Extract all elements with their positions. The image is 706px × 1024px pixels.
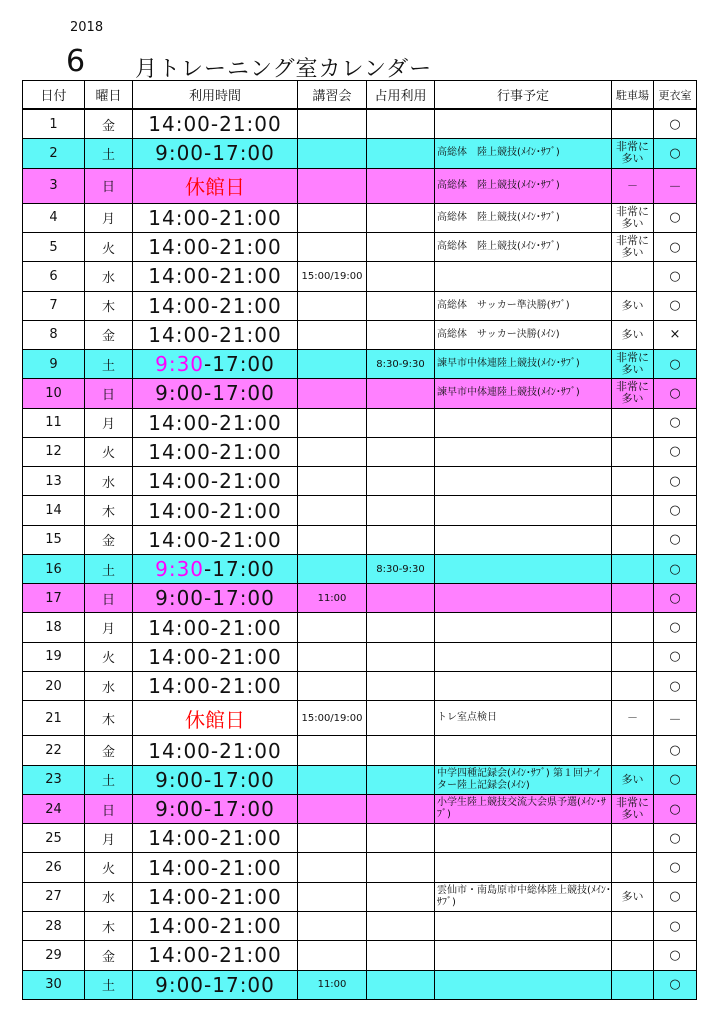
table-row xyxy=(23,109,697,139)
occupied-cell: 8:30-9:30 xyxy=(367,554,435,583)
occupied-cell xyxy=(367,911,435,940)
date-cell: 3 xyxy=(23,168,85,203)
hours-cell: 9:00-17:00 xyxy=(133,765,298,794)
weekday-cell: 日 xyxy=(85,794,133,823)
locker-cell: － xyxy=(654,701,697,736)
parking-cell xyxy=(612,853,654,882)
parking-cell xyxy=(612,437,654,466)
lecture-cell xyxy=(298,379,367,408)
hours-cell: 14:00-21:00 xyxy=(133,853,298,882)
weekday-cell: 木 xyxy=(85,911,133,940)
weekday-cell: 木 xyxy=(85,496,133,525)
parking-cell: 非常に多い xyxy=(612,139,654,168)
lecture-cell xyxy=(298,671,367,700)
locker-cell: ○ xyxy=(654,642,697,671)
hours-cell: 14:00-21:00 xyxy=(133,882,298,911)
occupied-cell xyxy=(367,139,435,168)
table-row xyxy=(23,853,697,882)
table-row xyxy=(23,701,697,736)
locker-cell: × xyxy=(654,320,697,349)
event-cell xyxy=(435,437,612,466)
table-row xyxy=(23,437,697,466)
locker-cell: ○ xyxy=(654,911,697,940)
locker-cell: ○ xyxy=(654,941,697,970)
parking-cell xyxy=(612,941,654,970)
occupied-cell xyxy=(367,291,435,320)
hours-cell: 14:00-21:00 xyxy=(133,408,298,437)
occupied-cell xyxy=(367,970,435,1000)
parking-cell: 非常に多い xyxy=(612,379,654,408)
parking-cell xyxy=(612,824,654,853)
col-header-events: 行事予定 xyxy=(435,81,612,110)
hours-cell: 14:00-21:00 xyxy=(133,824,298,853)
table-row xyxy=(23,613,697,642)
year-label: 2018 xyxy=(70,20,104,35)
occupied-cell xyxy=(367,496,435,525)
locker-cell: ○ xyxy=(654,203,697,232)
date-cell: 29 xyxy=(23,941,85,970)
event-cell: 小学生陸上競技交流大会県予選(ﾒｲﾝ･ｻﾌﾞ) xyxy=(435,794,612,823)
weekday-cell: 月 xyxy=(85,408,133,437)
hours-cell xyxy=(133,554,298,583)
weekday-cell: 日 xyxy=(85,584,133,613)
event-cell: トレ室点検日 xyxy=(435,701,612,736)
parking-cell xyxy=(612,554,654,583)
event-cell: 雲仙市・南島原市中総体陸上競技(ﾒｲﾝ･ｻﾌﾞ) xyxy=(435,882,612,911)
hours-rest: -17:00 xyxy=(204,352,275,377)
weekday-cell: 金 xyxy=(85,525,133,554)
weekday-cell: 土 xyxy=(85,139,133,168)
event-cell xyxy=(435,467,612,496)
date-cell: 19 xyxy=(23,642,85,671)
event-cell xyxy=(435,671,612,700)
occupied-cell xyxy=(367,642,435,671)
table-row xyxy=(23,262,697,291)
parking-cell xyxy=(612,262,654,291)
weekday-cell: 金 xyxy=(85,320,133,349)
event-cell xyxy=(435,642,612,671)
occupied-cell xyxy=(367,671,435,700)
date-cell: 28 xyxy=(23,911,85,940)
table-row xyxy=(23,642,697,671)
table-row xyxy=(23,970,697,1000)
event-cell xyxy=(435,736,612,765)
parking-cell: － xyxy=(612,701,654,736)
occupied-cell xyxy=(367,613,435,642)
lecture-cell xyxy=(298,408,367,437)
date-cell: 23 xyxy=(23,765,85,794)
parking-cell xyxy=(612,109,654,139)
lecture-cell xyxy=(298,168,367,203)
event-cell xyxy=(435,824,612,853)
parking-cell xyxy=(612,736,654,765)
lecture-cell xyxy=(298,765,367,794)
occupied-cell xyxy=(367,882,435,911)
lecture-cell: 11:00 xyxy=(298,584,367,613)
table-row xyxy=(23,671,697,700)
locker-cell: ○ xyxy=(654,765,697,794)
table-row xyxy=(23,824,697,853)
date-cell: 2 xyxy=(23,139,85,168)
locker-cell: ○ xyxy=(654,853,697,882)
locker-cell: ○ xyxy=(654,613,697,642)
occupied-cell xyxy=(367,437,435,466)
occupied-cell: 8:30-9:30 xyxy=(367,350,435,379)
occupied-cell xyxy=(367,203,435,232)
lecture-cell xyxy=(298,554,367,583)
hours-cell: 休館日 xyxy=(133,701,298,736)
parking-cell xyxy=(612,408,654,437)
parking-cell xyxy=(612,467,654,496)
locker-cell: ○ xyxy=(654,408,697,437)
col-header-hours: 利用時間 xyxy=(133,81,298,110)
lecture-cell xyxy=(298,320,367,349)
parking-cell xyxy=(612,642,654,671)
locker-cell: ○ xyxy=(654,824,697,853)
weekday-cell: 金 xyxy=(85,109,133,139)
locker-cell: ○ xyxy=(654,291,697,320)
occupied-cell xyxy=(367,467,435,496)
weekday-cell: 火 xyxy=(85,642,133,671)
date-cell: 7 xyxy=(23,291,85,320)
lecture-cell xyxy=(298,233,367,262)
occupied-cell xyxy=(367,109,435,139)
occupied-cell xyxy=(367,525,435,554)
weekday-cell: 土 xyxy=(85,765,133,794)
event-cell xyxy=(435,554,612,583)
hours-cell: 14:00-21:00 xyxy=(133,671,298,700)
lecture-cell xyxy=(298,824,367,853)
date-cell: 4 xyxy=(23,203,85,232)
hours-cell: 14:00-21:00 xyxy=(133,496,298,525)
weekday-cell: 日 xyxy=(85,168,133,203)
col-header-occupied: 占用利用 xyxy=(367,81,435,110)
occupied-cell xyxy=(367,584,435,613)
lecture-cell xyxy=(298,941,367,970)
hours-cell: 9:00-17:00 xyxy=(133,379,298,408)
lecture-cell: 15:00/19:00 xyxy=(298,262,367,291)
lecture-cell xyxy=(298,139,367,168)
locker-cell: ○ xyxy=(654,671,697,700)
hours-cell: 14:00-21:00 xyxy=(133,467,298,496)
table-row xyxy=(23,941,697,970)
occupied-cell xyxy=(367,168,435,203)
table-row xyxy=(23,168,697,203)
date-cell: 22 xyxy=(23,736,85,765)
lecture-cell xyxy=(298,525,367,554)
lecture-cell xyxy=(298,467,367,496)
date-cell: 24 xyxy=(23,794,85,823)
lecture-cell xyxy=(298,794,367,823)
occupied-cell xyxy=(367,765,435,794)
locker-cell: － xyxy=(654,168,697,203)
lecture-cell xyxy=(298,291,367,320)
weekday-cell: 火 xyxy=(85,233,133,262)
event-cell xyxy=(435,853,612,882)
parking-cell: 多い xyxy=(612,765,654,794)
locker-cell: ○ xyxy=(654,794,697,823)
date-cell: 17 xyxy=(23,584,85,613)
locker-cell: ○ xyxy=(654,379,697,408)
col-header-lecture: 講習会 xyxy=(298,81,367,110)
col-header-locker: 更衣室 xyxy=(654,81,697,110)
table-row xyxy=(23,882,697,911)
lecture-cell xyxy=(298,203,367,232)
parking-cell: － xyxy=(612,168,654,203)
hours-cell: 14:00-21:00 xyxy=(133,736,298,765)
calendar-table xyxy=(22,80,697,1000)
table-row xyxy=(23,139,697,168)
page-title: 月トレーニング室カレンダー xyxy=(135,57,433,82)
lecture-cell xyxy=(298,882,367,911)
event-cell: 中学四種記録会(ﾒｲﾝ･ｻﾌﾞ) 第１回ナイター陸上記録会(ﾒｲﾝ) xyxy=(435,765,612,794)
hours-cell: 14:00-21:00 xyxy=(133,613,298,642)
col-header-date: 日付 xyxy=(23,81,85,110)
parking-cell: 多い xyxy=(612,882,654,911)
date-cell: 12 xyxy=(23,437,85,466)
locker-cell: ○ xyxy=(654,736,697,765)
parking-cell xyxy=(612,496,654,525)
occupied-cell xyxy=(367,853,435,882)
table-row xyxy=(23,233,697,262)
month-number: 6 xyxy=(66,44,86,79)
table-row xyxy=(23,765,697,794)
locker-cell: ○ xyxy=(654,350,697,379)
lecture-cell xyxy=(298,613,367,642)
occupied-cell xyxy=(367,824,435,853)
lecture-cell: 15:00/19:00 xyxy=(298,701,367,736)
date-cell: 18 xyxy=(23,613,85,642)
weekday-cell: 水 xyxy=(85,262,133,291)
hours-cell: 14:00-21:00 xyxy=(133,911,298,940)
date-cell: 1 xyxy=(23,109,85,139)
lecture-cell xyxy=(298,853,367,882)
table-row xyxy=(23,496,697,525)
date-cell: 14 xyxy=(23,496,85,525)
table-row xyxy=(23,350,697,379)
weekday-cell: 火 xyxy=(85,853,133,882)
hours-rest: -17:00 xyxy=(204,557,275,582)
weekday-cell: 土 xyxy=(85,350,133,379)
table-row xyxy=(23,525,697,554)
occupied-cell xyxy=(367,794,435,823)
event-cell xyxy=(435,970,612,1000)
event-cell: 高総体 陸上競技(ﾒｲﾝ･ｻﾌﾞ) xyxy=(435,203,612,232)
hours-cell: 14:00-21:00 xyxy=(133,203,298,232)
locker-cell: ○ xyxy=(654,109,697,139)
locker-cell: ○ xyxy=(654,525,697,554)
table-row xyxy=(23,379,697,408)
event-cell xyxy=(435,525,612,554)
table-row xyxy=(23,911,697,940)
parking-cell: 多い xyxy=(612,320,654,349)
occupied-cell xyxy=(367,379,435,408)
locker-cell: ○ xyxy=(654,970,697,1000)
event-cell: 高総体 サッカー決勝(ﾒｲﾝ) xyxy=(435,320,612,349)
event-cell: 諫早市中体連陸上競技(ﾒｲﾝ･ｻﾌﾞ) xyxy=(435,350,612,379)
lecture-cell xyxy=(298,350,367,379)
table-row xyxy=(23,794,697,823)
event-cell xyxy=(435,613,612,642)
parking-cell: 非常に多い xyxy=(612,203,654,232)
date-cell: 8 xyxy=(23,320,85,349)
hours-start-highlight: 9:30 xyxy=(155,557,205,582)
date-cell: 21 xyxy=(23,701,85,736)
event-cell: 諫早市中体連陸上競技(ﾒｲﾝ･ｻﾌﾞ) xyxy=(435,379,612,408)
lecture-cell xyxy=(298,911,367,940)
event-cell xyxy=(435,109,612,139)
hours-start-highlight: 9:30 xyxy=(155,352,205,377)
locker-cell: ○ xyxy=(654,496,697,525)
hours-cell: 14:00-21:00 xyxy=(133,320,298,349)
table-row xyxy=(23,467,697,496)
date-cell: 11 xyxy=(23,408,85,437)
hours-cell: 14:00-21:00 xyxy=(133,642,298,671)
event-cell xyxy=(435,262,612,291)
hours-cell: 9:00-17:00 xyxy=(133,970,298,1000)
weekday-cell: 木 xyxy=(85,701,133,736)
weekday-cell: 月 xyxy=(85,203,133,232)
date-cell: 5 xyxy=(23,233,85,262)
weekday-cell: 水 xyxy=(85,467,133,496)
date-cell: 9 xyxy=(23,350,85,379)
occupied-cell xyxy=(367,262,435,291)
locker-cell: ○ xyxy=(654,554,697,583)
locker-cell: ○ xyxy=(654,139,697,168)
weekday-cell: 月 xyxy=(85,613,133,642)
lecture-cell xyxy=(298,437,367,466)
event-cell: 高総体 陸上競技(ﾒｲﾝ･ｻﾌﾞ) xyxy=(435,139,612,168)
event-cell: 高総体 陸上競技(ﾒｲﾝ･ｻﾌﾞ) xyxy=(435,168,612,203)
weekday-cell: 水 xyxy=(85,882,133,911)
weekday-cell: 金 xyxy=(85,941,133,970)
event-cell xyxy=(435,911,612,940)
date-cell: 30 xyxy=(23,970,85,1000)
parking-cell xyxy=(612,525,654,554)
parking-cell xyxy=(612,911,654,940)
date-cell: 16 xyxy=(23,554,85,583)
event-cell xyxy=(435,496,612,525)
parking-cell xyxy=(612,671,654,700)
hours-cell: 休館日 xyxy=(133,168,298,203)
col-header-weekday: 曜日 xyxy=(85,81,133,110)
weekday-cell: 土 xyxy=(85,970,133,1000)
weekday-cell: 月 xyxy=(85,824,133,853)
date-cell: 25 xyxy=(23,824,85,853)
occupied-cell xyxy=(367,941,435,970)
weekday-cell: 金 xyxy=(85,736,133,765)
occupied-cell xyxy=(367,233,435,262)
date-cell: 26 xyxy=(23,853,85,882)
hours-cell: 9:00-17:00 xyxy=(133,139,298,168)
locker-cell: ○ xyxy=(654,233,697,262)
weekday-cell: 日 xyxy=(85,379,133,408)
table-row xyxy=(23,736,697,765)
table-row xyxy=(23,554,697,583)
locker-cell: ○ xyxy=(654,882,697,911)
table-row xyxy=(23,320,697,349)
occupied-cell xyxy=(367,408,435,437)
hours-cell: 14:00-21:00 xyxy=(133,109,298,139)
parking-cell xyxy=(612,970,654,1000)
date-cell: 10 xyxy=(23,379,85,408)
col-header-parking: 駐車場 xyxy=(612,81,654,110)
hours-cell: 9:00-17:00 xyxy=(133,584,298,613)
occupied-cell xyxy=(367,320,435,349)
parking-cell: 非常に多い xyxy=(612,350,654,379)
weekday-cell: 土 xyxy=(85,554,133,583)
occupied-cell xyxy=(367,701,435,736)
table-row xyxy=(23,584,697,613)
hours-cell: 9:00-17:00 xyxy=(133,794,298,823)
locker-cell: ○ xyxy=(654,262,697,291)
hours-cell: 14:00-21:00 xyxy=(133,437,298,466)
lecture-cell: 11:00 xyxy=(298,970,367,1000)
weekday-cell: 木 xyxy=(85,291,133,320)
event-cell: 高総体 サッカー準決勝(ｻﾌﾞ) xyxy=(435,291,612,320)
header-row xyxy=(23,81,697,110)
parking-cell xyxy=(612,584,654,613)
hours-cell xyxy=(133,350,298,379)
parking-cell: 非常に多い xyxy=(612,794,654,823)
table-row xyxy=(23,408,697,437)
occupied-cell xyxy=(367,736,435,765)
weekday-cell: 水 xyxy=(85,671,133,700)
event-cell xyxy=(435,408,612,437)
calendar-body xyxy=(23,109,697,1000)
table-row xyxy=(23,291,697,320)
lecture-cell xyxy=(298,496,367,525)
locker-cell: ○ xyxy=(654,467,697,496)
locker-cell: ○ xyxy=(654,584,697,613)
event-cell xyxy=(435,584,612,613)
table-row xyxy=(23,203,697,232)
date-cell: 27 xyxy=(23,882,85,911)
hours-cell: 14:00-21:00 xyxy=(133,941,298,970)
hours-cell: 14:00-21:00 xyxy=(133,262,298,291)
lecture-cell xyxy=(298,109,367,139)
date-cell: 13 xyxy=(23,467,85,496)
parking-cell xyxy=(612,613,654,642)
date-cell: 6 xyxy=(23,262,85,291)
parking-cell: 多い xyxy=(612,291,654,320)
date-cell: 20 xyxy=(23,671,85,700)
event-cell xyxy=(435,941,612,970)
lecture-cell xyxy=(298,642,367,671)
hours-cell: 14:00-21:00 xyxy=(133,233,298,262)
date-cell: 15 xyxy=(23,525,85,554)
event-cell: 高総体 陸上競技(ﾒｲﾝ･ｻﾌﾞ) xyxy=(435,233,612,262)
hours-cell: 14:00-21:00 xyxy=(133,291,298,320)
lecture-cell xyxy=(298,736,367,765)
weekday-cell: 火 xyxy=(85,437,133,466)
parking-cell: 非常に多い xyxy=(612,233,654,262)
locker-cell: ○ xyxy=(654,437,697,466)
hours-cell: 14:00-21:00 xyxy=(133,525,298,554)
